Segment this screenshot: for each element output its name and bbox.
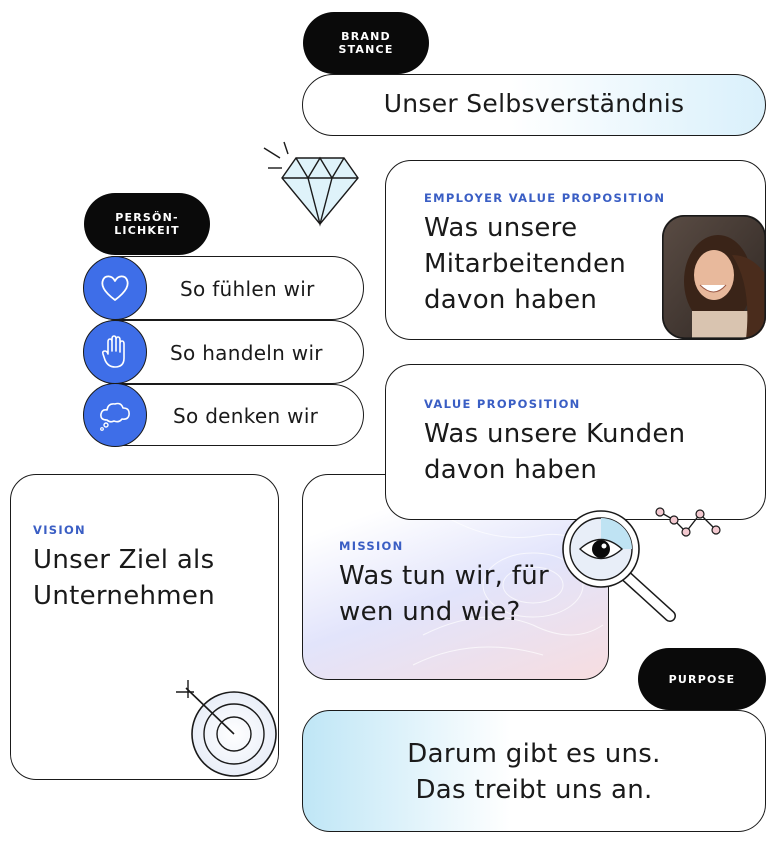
mission-line1: Was tun wir, für	[339, 561, 550, 591]
value-proposition-line1: Was unsere Kunden	[424, 419, 686, 449]
mission-label: MISSION	[339, 539, 404, 553]
brand-stance-card	[302, 74, 766, 136]
brand-stance-tag-line2: STANCE	[338, 43, 394, 56]
row-handeln-label: So handeln wir	[170, 341, 323, 365]
hand-icon	[100, 334, 130, 370]
thought-cloud-icon	[97, 398, 133, 432]
vision-label: VISION	[33, 523, 86, 537]
evp-label: EMPLOYER VALUE PROPOSITION	[424, 191, 666, 205]
value-proposition-line2: davon haben	[424, 455, 598, 485]
magnifier-eye-icon	[558, 506, 682, 628]
heart-icon-badge	[83, 256, 147, 320]
persoenlichkeit-tag-line1: PERSÖN-	[115, 211, 179, 224]
evp-line3: davon haben	[424, 285, 598, 315]
target-icon	[172, 680, 282, 784]
brand-stance-text: Unser Selbsverständnis	[383, 89, 685, 118]
hand-icon-badge	[83, 320, 147, 384]
persoenlichkeit-tag-line2: LICHKEIT	[114, 224, 180, 237]
brand-stance-tag	[303, 12, 429, 74]
value-proposition-card	[385, 364, 766, 520]
value-proposition-label: VALUE PROPOSITION	[424, 397, 581, 411]
purpose-line2: Das treibt uns an.	[415, 775, 653, 805]
vision-line2: Unternehmen	[33, 581, 215, 611]
purpose-card	[302, 710, 766, 832]
persoenlichkeit-tag	[84, 193, 210, 255]
mission-line2: wen und wie?	[339, 597, 521, 627]
vision-line1: Unser Ziel als	[33, 545, 215, 575]
evp-card	[385, 160, 766, 340]
employee-photo	[662, 215, 766, 339]
brand-stance-tag-line1: BRAND	[341, 30, 391, 43]
row-denken-label: So denken wir	[173, 404, 319, 428]
thought-cloud-icon-badge	[83, 383, 147, 447]
row-fuehlen-label: So fühlen wir	[180, 277, 315, 301]
purpose-tag-text: PURPOSE	[668, 672, 736, 686]
heart-icon	[99, 273, 131, 303]
purpose-tag	[638, 648, 766, 710]
evp-line1: Was unsere	[424, 213, 578, 243]
diamond-icon	[258, 140, 362, 230]
purpose-line1: Darum gibt es uns.	[407, 739, 661, 769]
evp-line2: Mitarbeitenden	[424, 249, 627, 279]
